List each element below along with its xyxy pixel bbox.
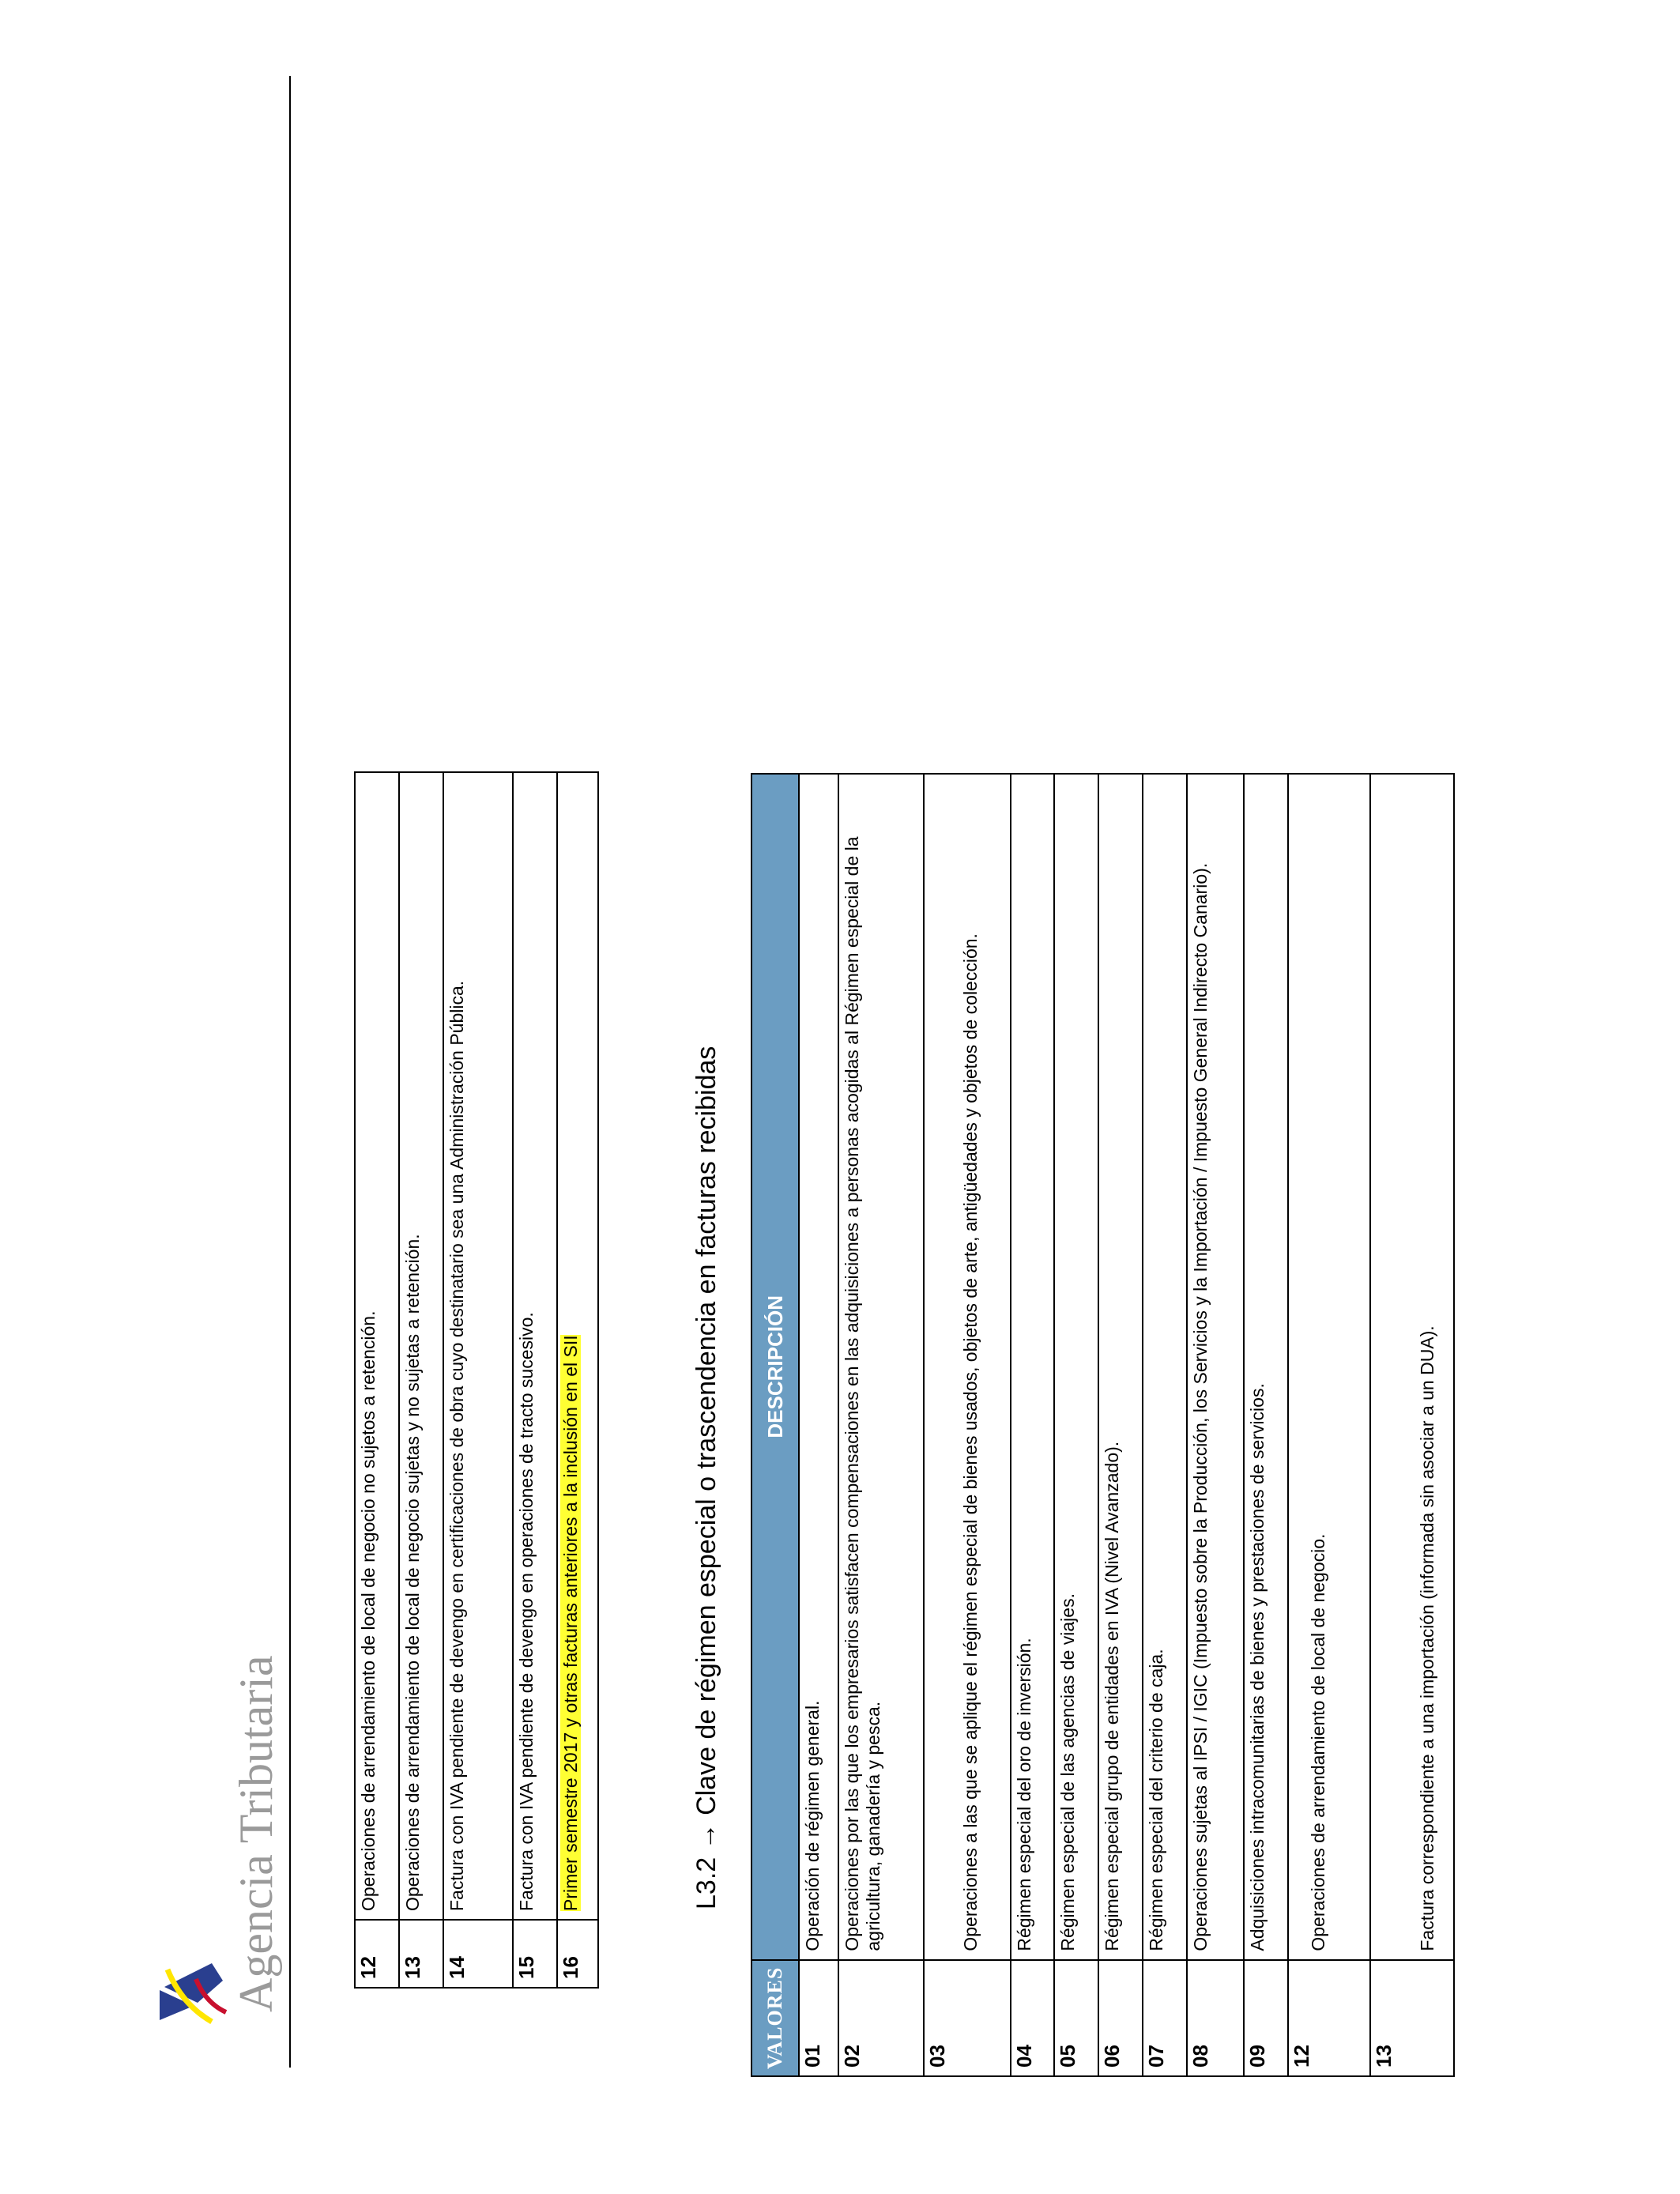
row-description <box>557 772 598 1920</box>
table-row <box>1370 774 1454 2076</box>
row-code: 04 <box>1011 1960 1054 2076</box>
row-description: Régimen especial grupo de entidades en IVA (Nivel Avanzado). <box>1098 774 1143 1960</box>
header-rule <box>289 76 291 2068</box>
row-description: Operaciones a las que se aplique el régimen especial de bienes usados, objetos de arte, antigüedades y objetos de colección. <box>924 774 1011 1960</box>
agencia-tributaria-logo-icon <box>150 1957 229 2036</box>
row-code: 03 <box>924 1960 1011 2076</box>
highlighted-text: Primer semestre 2017 y otras facturas anteriores a la inclusión en el SII <box>560 1335 581 1911</box>
table-row <box>355 772 399 1988</box>
header-descripcion: DESCRIPCIÓN <box>751 774 799 1960</box>
row-description: Adquisiciones intracomunitarias de bienes y prestaciones de servicios. <box>1244 774 1288 1960</box>
table-row <box>1098 774 1143 2076</box>
row-description: Operaciones por las que los empresarios satisfacen compensaciones en las adquisiciones a personas acogidas al Régimen especial de la agricultura, ganadería y pesca. <box>838 774 924 1960</box>
brand-name: Agencia Tributaria <box>230 1655 282 2012</box>
table-row <box>443 772 513 1988</box>
table-row <box>1143 774 1187 2076</box>
row-description: Factura con IVA pendiente de devengo en certificaciones de obra cuyo destinatario sea una Administración Pública. <box>443 772 513 1920</box>
table-header-row <box>751 774 799 2076</box>
regimen-especial-table <box>751 773 1455 2077</box>
table-row <box>513 772 557 1988</box>
row-code: 05 <box>1054 1960 1098 2076</box>
row-code: 06 <box>1098 1960 1143 2076</box>
table-row <box>1011 774 1054 2076</box>
row-code: 12 <box>355 1920 399 1988</box>
row-code: 07 <box>1143 1960 1187 2076</box>
row-description: Factura con IVA pendiente de devengo en operaciones de tracto sucesivo. <box>513 772 557 1920</box>
section-title: L3.2 → Clave de régimen especial o trascendencia en facturas recibidas <box>691 1046 721 1909</box>
row-description: Operaciones de arrendamiento de local de negocio no sujetos a retención. <box>355 772 399 1920</box>
table-row <box>1244 774 1288 2076</box>
row-code: 08 <box>1187 1960 1244 2076</box>
row-description: Operaciones sujetas al IPSI / IGIC (Impuesto sobre la Producción, los Servicios y la Importación / Impuesto General Indirecto Canario). <box>1187 774 1244 1960</box>
row-code: 12 <box>1288 1960 1370 2076</box>
table-row <box>1187 774 1244 2076</box>
table-row <box>1288 774 1370 2076</box>
row-description: Régimen especial del oro de inversión. <box>1011 774 1054 1960</box>
row-code: 14 <box>443 1920 513 1988</box>
table-row <box>799 774 838 2076</box>
continuation-table <box>354 771 599 1989</box>
row-description: Régimen especial de las agencias de viajes. <box>1054 774 1098 1960</box>
row-description: Operaciones de arrendamiento de local de negocio sujetas y no sujetas a retención. <box>399 772 443 1920</box>
row-code: 13 <box>1370 1960 1454 2076</box>
row-code: 15 <box>513 1920 557 1988</box>
table-row <box>924 774 1011 2076</box>
header-valores: VALORES <box>751 1960 799 2076</box>
row-code: 13 <box>399 1920 443 1988</box>
row-description: Operaciones de arrendamiento de local de negocio. <box>1288 774 1370 1960</box>
table-row <box>399 772 443 1988</box>
row-description: Operación de régimen general. <box>799 774 838 1960</box>
table-row <box>838 774 924 2076</box>
row-code: 09 <box>1244 1960 1288 2076</box>
row-description: Factura correspondiente a una importación (informada sin asociar a un DUA). <box>1370 774 1454 1960</box>
table-row <box>1054 774 1098 2076</box>
row-code: 02 <box>838 1960 924 2076</box>
row-description: Régimen especial del criterio de caja. <box>1143 774 1187 1960</box>
row-code: 01 <box>799 1960 838 2076</box>
row-code: 16 <box>557 1920 598 1988</box>
table-row <box>557 772 598 1988</box>
